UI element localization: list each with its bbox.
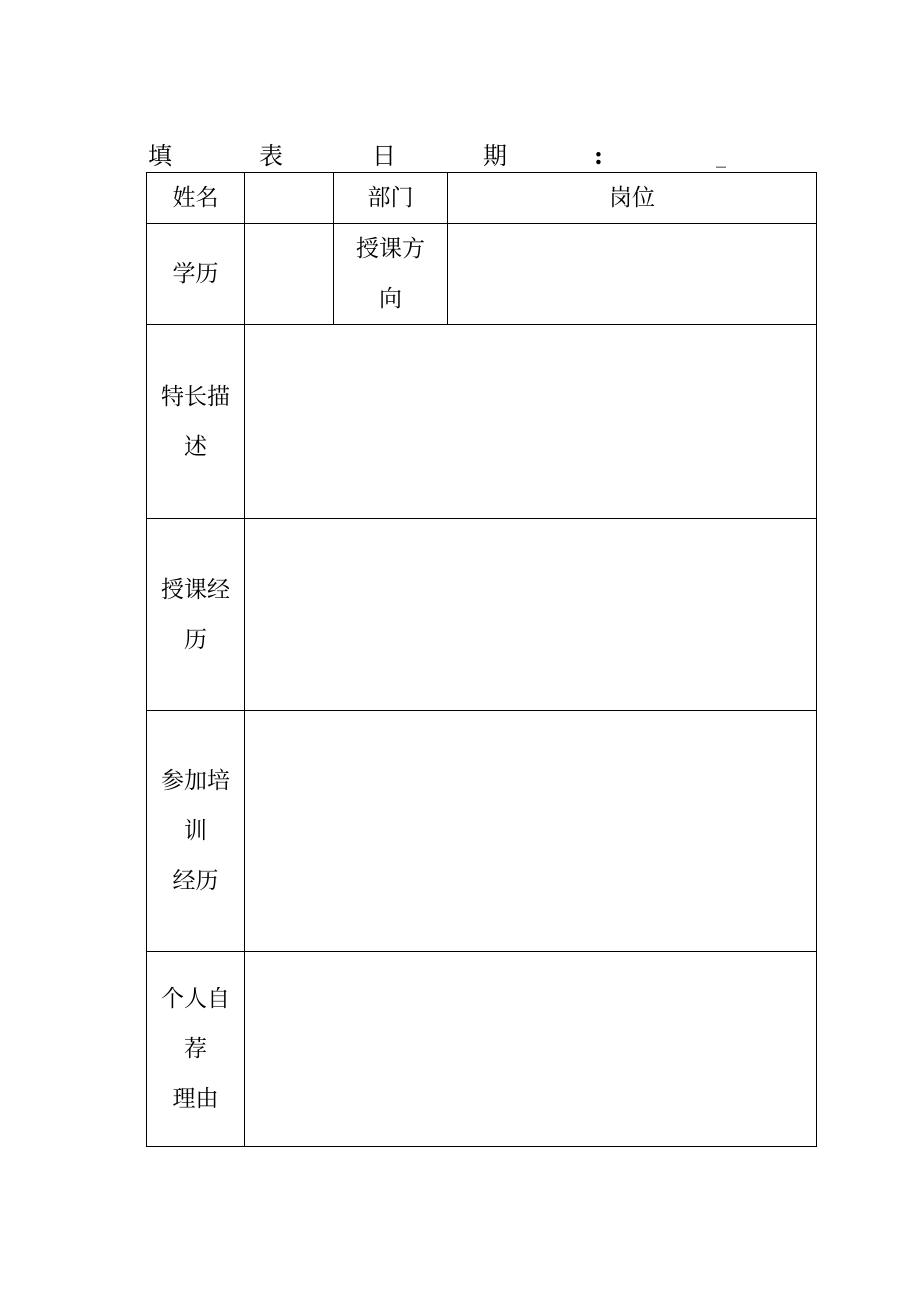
fill-date-line	[148, 140, 738, 172]
teaching-direction-field[interactable]	[448, 224, 817, 325]
table-row	[147, 952, 817, 1147]
table-row	[147, 519, 817, 711]
table-row	[147, 173, 817, 224]
specialty-field[interactable]	[245, 325, 817, 519]
fill-date-char: 填	[148, 142, 172, 170]
fill-date-colon: :	[594, 141, 603, 170]
application-form-table	[146, 172, 817, 1147]
teaching-direction-label: 授课方 向	[334, 224, 448, 325]
name-label: 姓名	[147, 173, 245, 224]
specialty-label: 特长描 述	[147, 325, 245, 519]
table-row	[147, 711, 817, 952]
education-field[interactable]	[245, 224, 334, 325]
self-recommendation-label: 个人自 荐 理由	[147, 952, 245, 1147]
training-experience-field[interactable]	[245, 711, 817, 952]
department-label: 部门	[334, 173, 448, 224]
fill-date-blank[interactable]: _	[716, 144, 726, 168]
name-field[interactable]	[245, 173, 334, 224]
position-label: 岗位	[448, 173, 817, 224]
table-row	[147, 224, 817, 325]
self-recommendation-field[interactable]	[245, 952, 817, 1147]
fill-date-char: 期	[483, 142, 507, 170]
fill-date-char: 表	[259, 142, 283, 170]
teaching-experience-field[interactable]	[245, 519, 817, 711]
education-label: 学历	[147, 224, 245, 325]
teaching-experience-label: 授课经 历	[147, 519, 245, 711]
training-experience-label: 参加培 训 经历	[147, 711, 245, 952]
fill-date-char: 日	[372, 142, 396, 170]
table-row	[147, 325, 817, 519]
